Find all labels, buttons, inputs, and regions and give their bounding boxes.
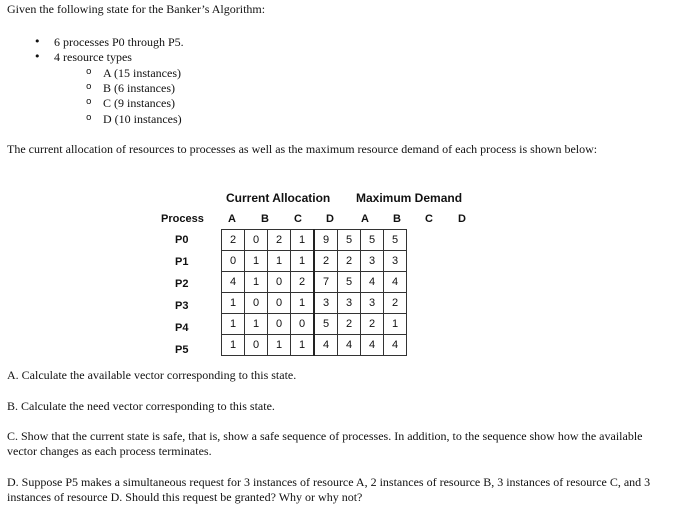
table-cell: 4 xyxy=(361,272,384,293)
table-row xyxy=(222,272,407,293)
table-row xyxy=(222,230,407,251)
column-header-alloc-c: C xyxy=(294,213,302,225)
current-allocation-header: Current Allocation xyxy=(226,191,331,205)
column-header-max-c: C xyxy=(425,213,433,225)
table-cell: 2 xyxy=(291,272,315,293)
table-cell: 4 xyxy=(384,335,407,356)
column-header-alloc-b: B xyxy=(261,213,269,225)
table-cell: 4 xyxy=(314,335,338,356)
question-a: A. Calculate the available vector corresponding to this state. xyxy=(7,368,297,382)
table-cell: 3 xyxy=(361,251,384,272)
table-cell: 4 xyxy=(222,272,245,293)
resource-table xyxy=(221,229,407,356)
process-label-p3: P3 xyxy=(175,300,189,312)
column-header-max-a: A xyxy=(361,213,369,225)
table-cell: 1 xyxy=(291,335,315,356)
table-cell: 2 xyxy=(222,230,245,251)
table-cell: 1 xyxy=(245,251,268,272)
column-header-alloc-d: D xyxy=(326,213,334,225)
maximum-demand-header: Maximum Demand xyxy=(356,191,463,205)
table-cell: 1 xyxy=(268,335,291,356)
process-label-p0: P0 xyxy=(175,234,189,246)
table-cell: 1 xyxy=(245,272,268,293)
table-row xyxy=(222,335,407,356)
table-cell: 4 xyxy=(338,335,361,356)
table-cell: 2 xyxy=(338,251,361,272)
table-cell: 1 xyxy=(222,314,245,335)
table-cell: 5 xyxy=(314,314,338,335)
table-cell: 0 xyxy=(222,251,245,272)
column-header-max-b: B xyxy=(393,213,401,225)
table-cell: 2 xyxy=(384,293,407,314)
table-cell: 1 xyxy=(222,335,245,356)
process-label-p4: P4 xyxy=(175,322,189,334)
table-row xyxy=(222,314,407,335)
table-cell: 7 xyxy=(314,272,338,293)
table-cell: 3 xyxy=(361,293,384,314)
table-cell: 1 xyxy=(245,314,268,335)
table-cell: 1 xyxy=(222,293,245,314)
table-cell: 5 xyxy=(338,230,361,251)
sub-bullet-resource-b: o B (6 instances) xyxy=(103,81,175,96)
column-header-alloc-a: A xyxy=(228,213,236,225)
table-cell: 0 xyxy=(245,293,268,314)
table-row xyxy=(222,293,407,314)
sub-bullet-resource-a: o A (15 instances) xyxy=(103,66,181,81)
question-d: D. Suppose P5 makes a simultaneous request for 3 instances of resource A, 2 instances of resource B, 3 instances of resource C, and 3 instances of resource D. Should this request be granted? Why or why not? xyxy=(7,475,651,504)
table-cell: 0 xyxy=(291,314,315,335)
process-label-p5: P5 xyxy=(175,344,189,356)
table-cell: 1 xyxy=(291,230,315,251)
column-header-max-d: D xyxy=(458,213,466,225)
table-cell: 0 xyxy=(245,335,268,356)
sub-bullet-resource-d: o D (10 instances) xyxy=(103,112,182,127)
question-b: B. Calculate the need vector corresponding to this state. xyxy=(7,399,275,413)
table-cell: 4 xyxy=(384,272,407,293)
table-cell: 0 xyxy=(245,230,268,251)
table-cell: 2 xyxy=(361,314,384,335)
table-cell: 5 xyxy=(384,230,407,251)
table-cell: 5 xyxy=(361,230,384,251)
sub-bullet-resource-c: o C (9 instances) xyxy=(103,96,175,111)
question-c: C. Show that the current state is safe, that is, show a safe sequence of processes. In addition, to the sequence show how the available vector changes as each process terminates. xyxy=(7,429,643,458)
table-cell: 3 xyxy=(384,251,407,272)
process-column-header: Process xyxy=(161,213,204,225)
process-label-p2: P2 xyxy=(175,278,189,290)
table-cell: 3 xyxy=(314,293,338,314)
table-cell: 2 xyxy=(314,251,338,272)
table-cell: 1 xyxy=(384,314,407,335)
table-cell: 1 xyxy=(268,251,291,272)
table-cell: 0 xyxy=(268,314,291,335)
table-cell: 0 xyxy=(268,272,291,293)
table-cell: 9 xyxy=(314,230,338,251)
bullet-processes: • 6 processes P0 through P5. xyxy=(54,35,184,50)
process-label-p1: P1 xyxy=(175,256,189,268)
table-row xyxy=(222,251,407,272)
table-cell: 1 xyxy=(291,251,315,272)
table-cell: 4 xyxy=(361,335,384,356)
table-cell: 0 xyxy=(268,293,291,314)
table-cell: 2 xyxy=(338,314,361,335)
bullet-resource-types: • 4 resource types xyxy=(54,50,132,65)
table-cell: 5 xyxy=(338,272,361,293)
table-cell: 2 xyxy=(268,230,291,251)
table-cell: 1 xyxy=(291,293,315,314)
table-cell: 3 xyxy=(338,293,361,314)
description-paragraph: The current allocation of resources to processes as well as the maximum resource demand of each process is shown below: xyxy=(7,142,598,156)
intro-text: Given the following state for the Banker’s Algorithm: xyxy=(7,2,266,16)
